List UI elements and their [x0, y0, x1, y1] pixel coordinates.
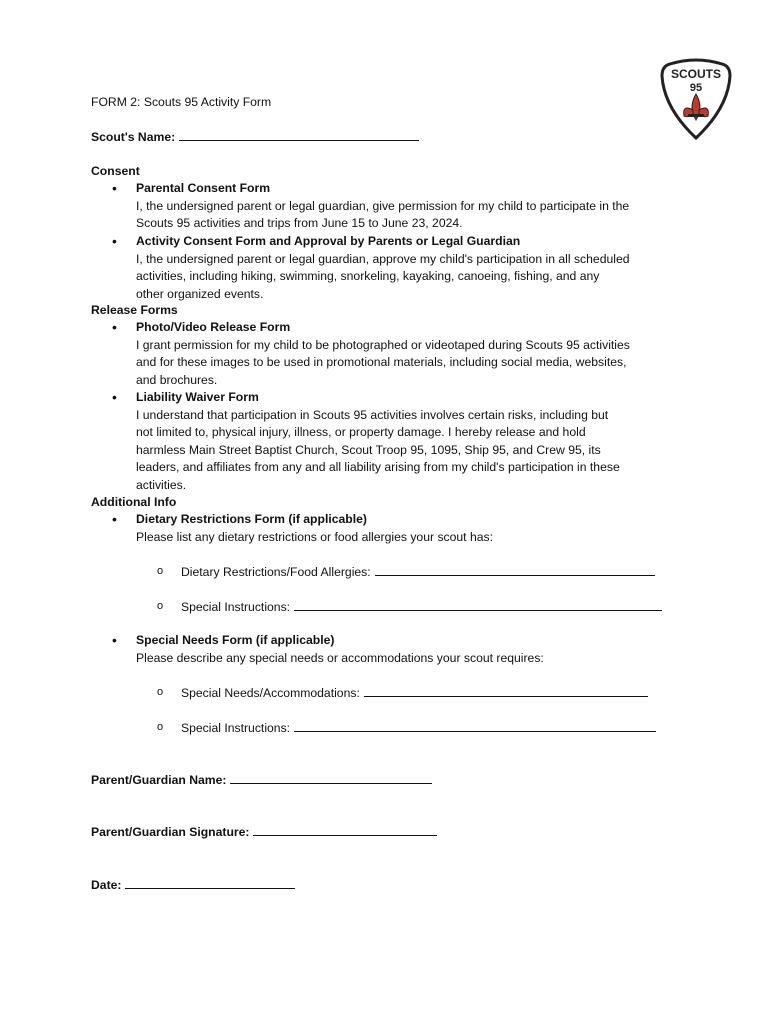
parental-consent-title: Parental Consent Form	[136, 181, 271, 195]
photo-release-title: Photo/Video Release Form	[136, 320, 291, 334]
sub-bullet: o	[157, 721, 164, 733]
bullet: •	[112, 233, 117, 249]
liability-waiver-text-4: leaders, and affiliates from any and all liability arising from my child's participation in these	[136, 460, 620, 474]
dietary-instructions-label: Special Instructions:	[181, 600, 291, 614]
special-needs-instructions-field[interactable]	[181, 719, 656, 738]
guardian-name-field[interactable]	[91, 771, 432, 790]
guardian-signature-label: Parent/Guardian Signature:	[91, 825, 250, 839]
special-needs-instructions-line[interactable]	[294, 719, 656, 732]
liability-waiver-title: Liability Waiver Form	[136, 390, 259, 404]
bullet: •	[112, 180, 117, 196]
special-needs-label: Special Needs/Accommodations:	[181, 686, 360, 700]
consent-heading: Consent	[91, 164, 140, 178]
sub-bullet: o	[157, 686, 164, 698]
special-needs-line[interactable]	[364, 684, 648, 697]
activity-consent-text-1: I, the undersigned parent or legal guardian, approve my child's participation in all scheduled	[136, 251, 630, 266]
dietary-allergies-field[interactable]	[181, 563, 655, 582]
bullet: •	[112, 319, 117, 335]
parental-consent-text-1: I, the undersigned parent or legal guardian, give permission for my child to participate in the	[136, 198, 630, 213]
bullet: •	[112, 389, 117, 405]
special-needs-item	[136, 632, 686, 667]
guardian-name-label: Parent/Guardian Name:	[91, 773, 227, 787]
date-label: Date:	[91, 878, 122, 892]
dietary-text: Please list any dietary restrictions or food allergies your scout has:	[136, 529, 493, 544]
logo-text-scouts: SCOUTS	[670, 67, 722, 81]
guardian-name-line[interactable]	[230, 771, 432, 784]
sub-bullet: o	[157, 565, 164, 577]
guardian-signature-field[interactable]	[91, 823, 437, 842]
dietary-allergies-line[interactable]	[375, 563, 655, 576]
release-forms-heading: Release Forms	[91, 303, 178, 317]
activity-consent-item	[136, 233, 686, 303]
special-needs-text: Please describe any special needs or accommodations your scout requires:	[136, 650, 544, 665]
date-field[interactable]	[91, 876, 295, 895]
activity-consent-text-2: activities, including hiking, swimming, snorkeling, kayaking, canoeing, fishing, and any	[136, 269, 600, 283]
bullet: •	[112, 632, 117, 648]
scout-name-field[interactable]	[91, 128, 419, 147]
special-needs-instructions-label: Special Instructions:	[181, 721, 291, 735]
liability-waiver-text-3: harmless Main Street Baptist Church, Scout Troop 95, 1095, Ship 95, and Crew 95, its	[136, 442, 601, 457]
activity-consent-text-3: other organized events.	[136, 286, 264, 301]
liability-waiver-item	[136, 389, 686, 494]
logo-text-number: 95	[689, 82, 703, 94]
sub-bullet: o	[157, 600, 164, 612]
photo-release-text-1: I grant permission for my child to be photographed or videotaped during Scouts 95 activities	[136, 337, 630, 352]
photo-release-text-2: and for these images to be used in promotional materials, including social media, websites,	[136, 355, 627, 369]
scout-name-label: Scout's Name:	[91, 130, 176, 144]
form-title: FORM 2: Scouts 95 Activity Form	[91, 95, 272, 109]
dietary-instructions-line[interactable]	[294, 598, 662, 611]
activity-consent-title: Activity Consent Form and Approval by Parents or Legal Guardian	[136, 234, 521, 248]
bullet: •	[112, 511, 117, 527]
parental-consent-text-2: Scouts 95 activities and trips from June 15 to June 23, 2024.	[136, 216, 463, 230]
guardian-signature-line[interactable]	[253, 823, 437, 836]
photo-release-text-3: and brochures.	[136, 372, 218, 387]
dietary-allergies-label: Dietary Restrictions/Food Allergies:	[181, 565, 371, 579]
liability-waiver-text-1: I understand that participation in Scouts 95 activities involves certain risks, including but	[136, 407, 609, 422]
dietary-title: Dietary Restrictions Form (if applicable)	[136, 512, 367, 526]
liability-waiver-text-5: activities.	[136, 477, 187, 492]
date-line[interactable]	[125, 876, 295, 889]
dietary-instructions-field[interactable]	[181, 598, 662, 617]
scouts-95-logo	[660, 58, 732, 140]
dietary-item	[136, 511, 686, 546]
liability-waiver-text-2: not limited to, physical injury, illness, or property damage. I hereby release and hold	[136, 425, 586, 439]
special-needs-field[interactable]	[181, 684, 648, 703]
special-needs-title: Special Needs Form (if applicable)	[136, 633, 335, 647]
photo-release-item	[136, 319, 686, 389]
parental-consent-item	[136, 180, 686, 233]
additional-info-heading: Additional Info	[91, 495, 177, 509]
scout-name-line[interactable]	[179, 128, 419, 141]
